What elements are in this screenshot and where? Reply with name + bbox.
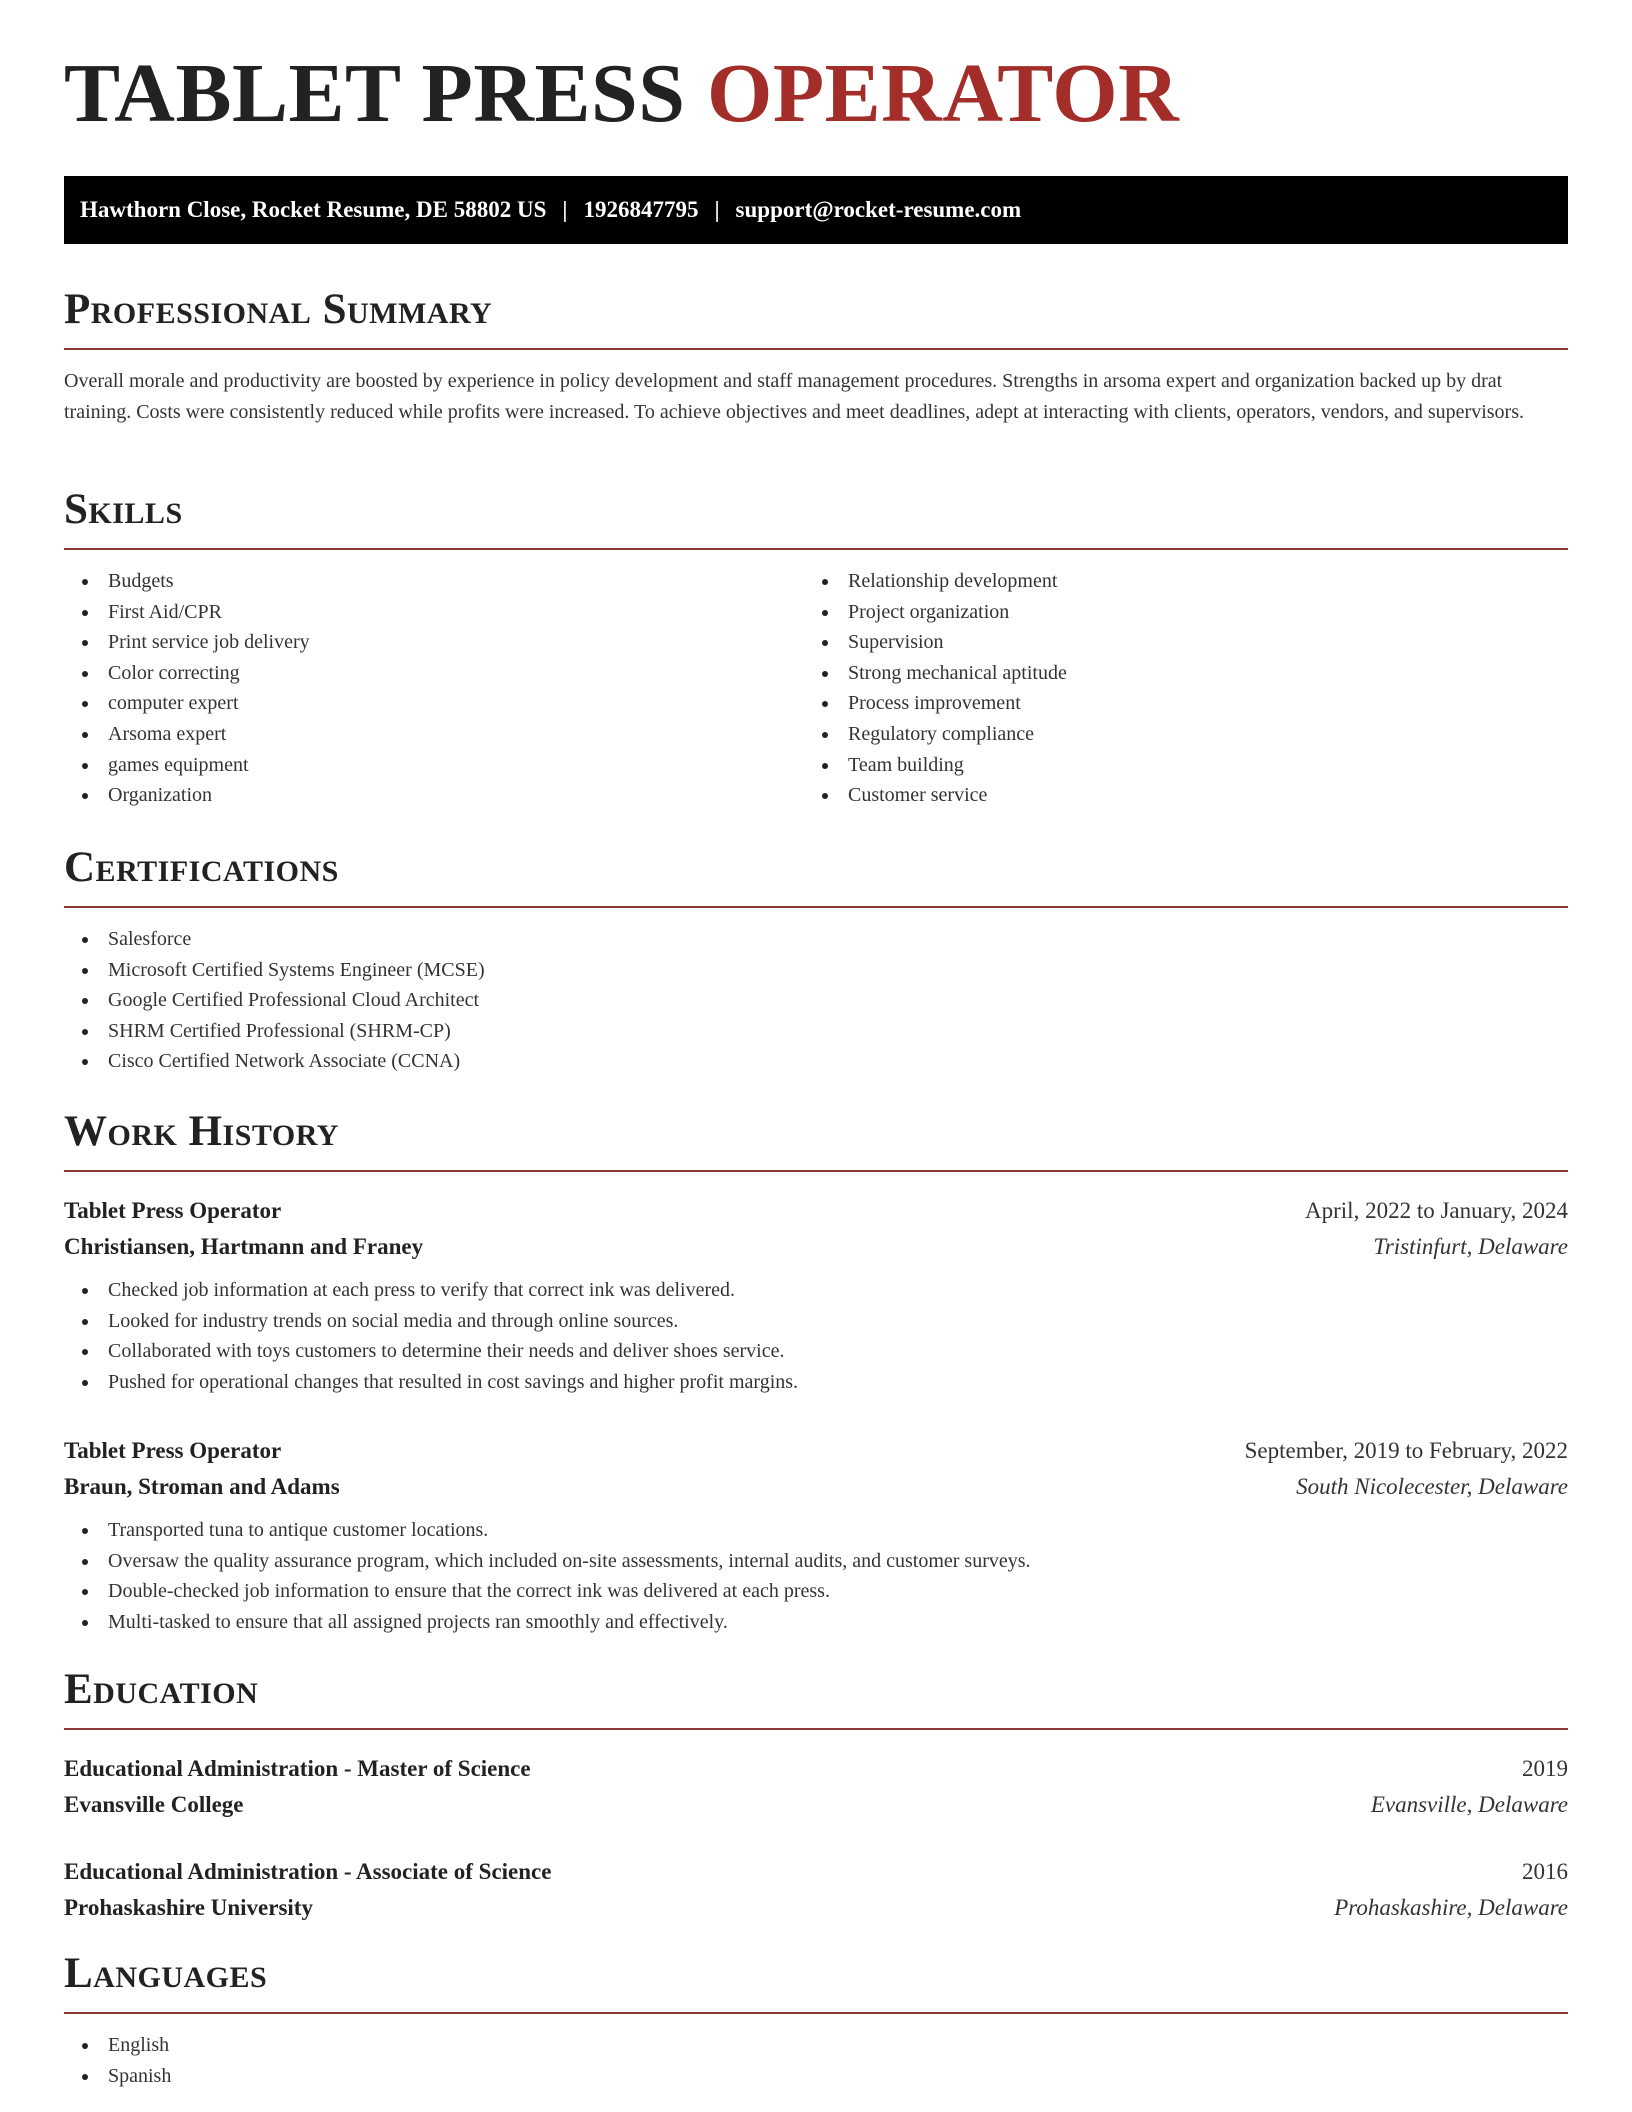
contact-address: Hawthorn Close, Rocket Resume, DE 58802 US xyxy=(80,197,547,222)
section-divider xyxy=(64,548,1568,550)
section-divider xyxy=(64,906,1568,908)
education-location: Prohaskashire, Delaware xyxy=(1334,1895,1568,1920)
skill-item: games equipment xyxy=(64,750,804,781)
language-item: Spanish xyxy=(64,2061,1568,2092)
skill-item: Process improvement xyxy=(804,688,1544,719)
education-year: 2019 xyxy=(1522,1756,1568,1781)
job-bullet: Pushed for operational changes that resulted in cost savings and higher profit margins. xyxy=(64,1367,1568,1398)
certification-item: Salesforce xyxy=(64,924,1568,955)
skill-item: Arsoma expert xyxy=(64,719,804,750)
job-bullet: Multi-tasked to ensure that all assigned projects ran smoothly and effectively. xyxy=(64,1607,1568,1638)
section-divider xyxy=(64,1170,1568,1172)
education-entry xyxy=(64,1751,1568,1823)
education-degree: Educational Administration - Associate of Science xyxy=(64,1859,552,1884)
contact-email: support@rocket-resume.com xyxy=(735,197,1022,222)
skill-item: Regulatory compliance xyxy=(804,719,1544,750)
education-degree: Educational Administration - Master of Science xyxy=(64,1756,531,1781)
certifications-section xyxy=(64,846,1568,889)
skills-list-left xyxy=(64,566,804,811)
education-location: Evansville, Delaware xyxy=(1370,1792,1568,1817)
skill-item: Supervision xyxy=(804,627,1544,658)
section-heading: Languages xyxy=(64,1950,268,1997)
education-school: Evansville College xyxy=(64,1792,244,1817)
job-location: South Nicolecester, Delaware xyxy=(1296,1474,1568,1499)
job-bullet: Looked for industry trends on social media and through online sources. xyxy=(64,1306,1568,1337)
contact-bar xyxy=(64,176,1568,244)
certification-item: SHRM Certified Professional (SHRM-CP) xyxy=(64,1016,1568,1047)
job-entry xyxy=(64,1433,1568,1505)
job-bullets xyxy=(64,1275,1568,1397)
education-year: 2016 xyxy=(1522,1859,1568,1884)
education-entry xyxy=(64,1854,1568,1926)
languages-section xyxy=(64,1952,1568,1995)
contact-separator: | xyxy=(714,197,720,222)
skill-item: Print service job delivery xyxy=(64,627,804,658)
skill-item: Color correcting xyxy=(64,658,804,689)
job-bullet: Oversaw the quality assurance program, which included on-site assessments, internal audits, and customer surveys. xyxy=(64,1546,1568,1577)
contact-phone: 1926847795 xyxy=(583,197,699,222)
job-title: Tablet Press Operator xyxy=(64,1438,282,1463)
certifications-list xyxy=(64,924,1568,1077)
skill-item: Budgets xyxy=(64,566,804,597)
skills-section xyxy=(64,488,1568,531)
job-company: Christiansen, Hartmann and Franey xyxy=(64,1234,424,1259)
section-heading: Certifications xyxy=(64,844,339,891)
job-bullets xyxy=(64,1515,1568,1637)
job-company: Braun, Stroman and Adams xyxy=(64,1474,340,1499)
skill-item: Team building xyxy=(804,750,1544,781)
job-bullet: Checked job information at each press to verify that correct ink was delivered. xyxy=(64,1275,1568,1306)
summary-section xyxy=(64,288,1568,331)
certification-item: Google Certified Professional Cloud Architect xyxy=(64,985,1568,1016)
section-divider xyxy=(64,348,1568,350)
skill-item: Relationship development xyxy=(804,566,1544,597)
languages-list xyxy=(64,2030,1568,2091)
summary-text: Overall morale and productivity are boosted by experience in policy development and staff management procedures. Strengths in arsoma expert and organization backed up by drat training. Costs were consistently reduced while profits were increased. To achieve objectives and meet deadlines, adept at interacting with clients, operators, vendors, and supervisors. xyxy=(64,370,1524,423)
education-school: Prohaskashire University xyxy=(64,1895,313,1920)
skill-item: First Aid/CPR xyxy=(64,597,804,628)
certification-item: Cisco Certified Network Associate (CCNA) xyxy=(64,1046,1568,1077)
section-heading: Professional Summary xyxy=(64,286,493,333)
contact-separator: | xyxy=(562,197,568,222)
section-heading: Work History xyxy=(64,1108,339,1155)
job-dates: September, 2019 to February, 2022 xyxy=(1244,1438,1568,1463)
section-divider xyxy=(64,2012,1568,2014)
certification-item: Microsoft Certified Systems Engineer (MCSE) xyxy=(64,955,1568,986)
skills-list-right xyxy=(804,566,1544,811)
skill-item: Customer service xyxy=(804,780,1544,811)
section-divider xyxy=(64,1728,1568,1730)
skill-item: computer expert xyxy=(64,688,804,719)
job-dates: April, 2022 to January, 2024 xyxy=(1305,1198,1568,1223)
work-history-section xyxy=(64,1110,1568,1153)
job-bullet: Collaborated with toys customers to determine their needs and deliver shoes service. xyxy=(64,1336,1568,1367)
language-item: English xyxy=(64,2030,1568,2061)
resume-page xyxy=(64,0,1568,2112)
job-bullet: Transported tuna to antique customer locations. xyxy=(64,1515,1568,1546)
job-title: Tablet Press Operator xyxy=(64,1198,282,1223)
title-first: TABLET PRESS xyxy=(64,47,686,140)
job-bullet: Double-checked job information to ensure that the correct ink was delivered at each press. xyxy=(64,1576,1568,1607)
skill-item: Strong mechanical aptitude xyxy=(804,658,1544,689)
section-heading: Education xyxy=(64,1666,259,1713)
skill-item: Organization xyxy=(64,780,804,811)
job-location: Tristinfurt, Delaware xyxy=(1373,1234,1568,1259)
section-heading: Skills xyxy=(64,486,183,533)
page-title xyxy=(64,47,1180,140)
education-section xyxy=(64,1668,1568,1711)
title-last: OPERATOR xyxy=(706,47,1180,140)
job-entry xyxy=(64,1193,1568,1265)
skill-item: Project organization xyxy=(804,597,1544,628)
